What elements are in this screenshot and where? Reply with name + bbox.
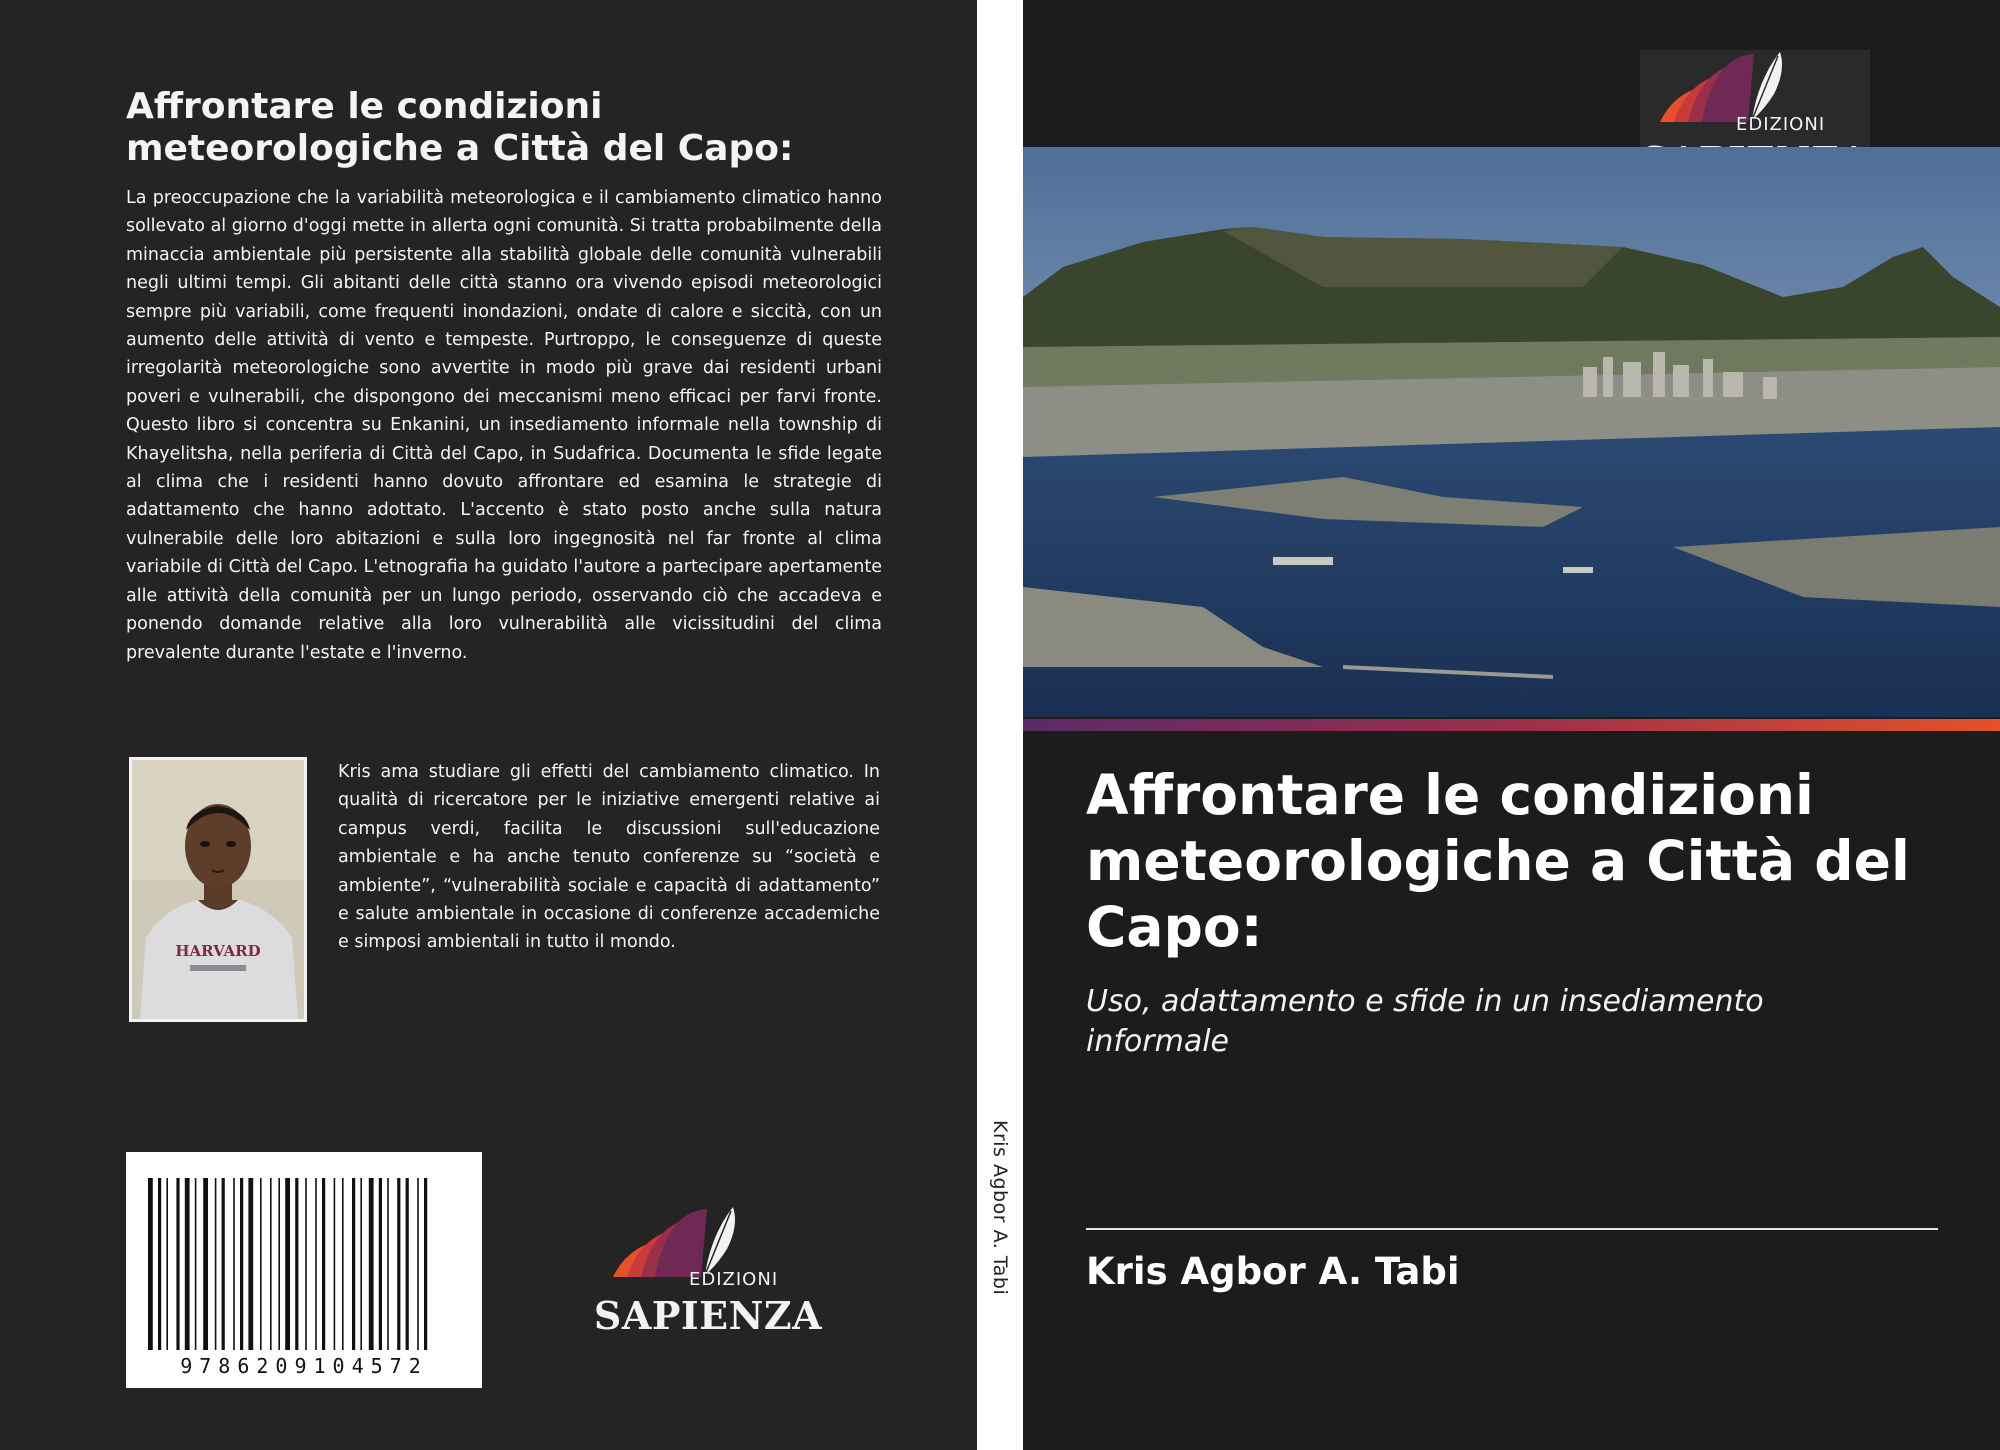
spine-author: Kris Agbor A. Tabi bbox=[989, 1120, 1011, 1296]
barcode-bar bbox=[222, 1178, 225, 1350]
barcode-bar bbox=[278, 1178, 280, 1350]
barcode-bar bbox=[285, 1178, 290, 1350]
barcode-bar bbox=[203, 1178, 208, 1350]
barcode-bar bbox=[315, 1178, 317, 1350]
publisher-logo-back bbox=[593, 1205, 823, 1345]
barcode-bar bbox=[369, 1178, 374, 1350]
barcode-bar bbox=[417, 1178, 419, 1350]
author-photo bbox=[129, 757, 307, 1022]
publisher-edizioni: EDIZIONI bbox=[689, 1269, 779, 1290]
barcode-bar bbox=[240, 1178, 243, 1350]
barcode-bar bbox=[397, 1178, 400, 1350]
barcode-bar bbox=[166, 1178, 168, 1350]
book-subtitle: Uso, adattamento e sfide in un insediamento informale bbox=[1086, 984, 1764, 1059]
barcode-bar bbox=[215, 1178, 217, 1350]
barcode-bar bbox=[387, 1178, 389, 1350]
book-blurb: La preoccupazione che la variabilità meteorologica e il cambiamento climatico hanno sollevato al giorno d'oggi mette in allerta ogni comunità. Si tratta probabilmente della minaccia ambientale più persistente alla stabilità globale delle comunità vulnerabili negli ultimi tempi. Gli abitanti delle città stanno ora vivendo episodi meteorologici sempre più variabili, come frequenti inondazioni, ondate di calore e siccità, con un aumento delle attività di vento e tempeste. Purtroppo, le conseguenze di queste irregolarità meteorologiche sono avvertite in modo più grave dai residenti urbani poveri e vulnerabili, che dispongono dei meccanismi meno efficaci per farvi fronte. Questo libro si concentra su Enkanini, un insediamento informale nella township di Khayelitsha, nella periferia di Città del Capo, in Sudafrica. Documenta le sfide legate al clima che i residenti hanno dovuto affrontare ed esamina le strategie di adattamento che hanno adottato. L'accento è stato posto anche sulla natura vulnerabile delle loro abitazioni e sulla loro ingegnosità nel far fronte al clima variabile di Città del Capo. L'etnografia ha guidato l'autore a partecipare apertamente alle attività della comunità per un lungo periodo, osservando ciò che accadeva e ponendo domande relative alla loro vulnerabilità alle vicissitudini del clima prevalente durante l'estate e l'inverno. bbox=[126, 188, 882, 663]
author-bio: Kris ama studiare gli effetti del cambiamento climatico. In qualità di ricercatore per le iniziative emergenti relative ai campus verdi, facilita le discussioni sull'educazione ambientale e ha anche tenuto conferenze su “società e ambiente”, “vulnerabilità sociale e capacità di adattamento” e salute ambientale in occasione di conferenze accademiche e simposi ambientali in tutto il mondo. bbox=[338, 762, 880, 953]
barcode-bar bbox=[233, 1178, 235, 1350]
barcode-bar bbox=[342, 1178, 344, 1350]
barcode-bar bbox=[379, 1178, 382, 1350]
isbn-barcode bbox=[126, 1152, 482, 1388]
barcode-bar bbox=[260, 1178, 262, 1350]
barcode-bar bbox=[360, 1178, 362, 1350]
cover-photo-cape-town bbox=[1023, 147, 2000, 717]
barcode-bar bbox=[270, 1178, 272, 1350]
publisher-edizioni: EDIZIONI bbox=[1736, 114, 1826, 135]
barcode-bar bbox=[295, 1178, 298, 1350]
back-cover bbox=[0, 0, 977, 1450]
author-divider bbox=[1086, 1228, 1938, 1230]
barcode-bar bbox=[352, 1178, 355, 1350]
back-cover-title: Affrontare le condizioni meteorologiche a Città del Capo: bbox=[126, 86, 794, 169]
barcode-bar bbox=[406, 1178, 409, 1350]
barcode-bar bbox=[185, 1178, 190, 1350]
author-portrait-icon bbox=[132, 760, 304, 1019]
barcode-bar bbox=[248, 1178, 253, 1350]
publisher-name: SAPIENZA bbox=[593, 1293, 823, 1338]
isbn-digits: 9786209104572 bbox=[180, 1354, 428, 1378]
barcode-bar bbox=[195, 1178, 197, 1350]
svg-text:HARVARD: HARVARD bbox=[175, 942, 261, 960]
barcode-bar bbox=[305, 1178, 307, 1350]
barcode-bar bbox=[334, 1178, 336, 1350]
barcode-bar bbox=[322, 1178, 325, 1350]
barcode-bar bbox=[424, 1178, 427, 1350]
barcode-bar bbox=[176, 1178, 179, 1350]
barcode-bar bbox=[158, 1178, 161, 1350]
barcode-bar bbox=[148, 1178, 153, 1350]
accent-stripe bbox=[1023, 719, 2000, 731]
front-cover-title: Affrontare le condizioni meteorologiche a Città del Capo: bbox=[1086, 763, 1910, 959]
city-harbour-image-icon bbox=[1023, 147, 2000, 717]
front-cover-author: Kris Agbor A. Tabi bbox=[1086, 1250, 1460, 1293]
barcode-icon bbox=[126, 1152, 482, 1388]
